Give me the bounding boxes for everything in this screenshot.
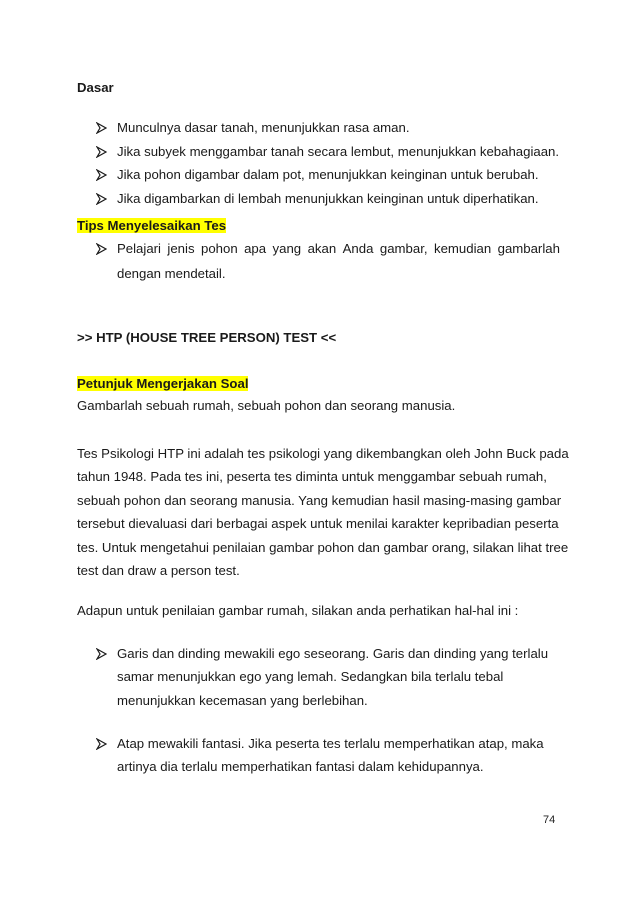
- list-item: Munculnya dasar tanah, menunjukkan rasa aman.: [117, 120, 410, 135]
- paragraph-line: tersebut dievaluasi dari berbagai aspek untuk menilai karakter kepribadian peserta: [77, 516, 559, 531]
- list-item: Jika digambarkan di lembah menunjukkan keinginan untuk diperhatikan.: [117, 191, 539, 206]
- list-item-line: menunjukkan kecemasan yang berlebihan.: [117, 693, 368, 708]
- list-item: Jika subyek menggambar tanah secara lembut, menunjukkan kebahagiaan.: [117, 144, 560, 159]
- paragraph-line: test dan draw a person test.: [77, 563, 240, 578]
- petunjuk-heading-text: Petunjuk Mengerjakan Soal: [77, 376, 249, 391]
- arrow-bullet-icon: [96, 193, 107, 205]
- heading-tips: [77, 218, 226, 234]
- list-item-line: Atap mewakili fantasi. Jika peserta tes terlalu memperhatikan atap, maka: [117, 736, 544, 751]
- arrow-bullet-icon: [96, 243, 107, 255]
- paragraph-line: tahun 1948. Pada tes ini, peserta tes diminta untuk menggambar sebuah rumah,: [77, 469, 547, 484]
- heading-htp: >> HTP (HOUSE TREE PERSON) TEST <<: [77, 330, 337, 345]
- heading-dasar: Dasar: [77, 80, 114, 95]
- word: Pelajari: [117, 241, 161, 256]
- word: gambarlah: [497, 241, 560, 256]
- word: gambar,: [379, 241, 428, 256]
- arrow-bullet-icon: [96, 169, 107, 181]
- word: akan: [307, 241, 337, 256]
- list-item: Jika pohon digambar dalam pot, menunjukkan keinginan untuk berubah.: [117, 167, 539, 182]
- arrow-bullet-icon: [96, 738, 107, 750]
- paragraph-house-intro: Adapun untuk penilaian gambar rumah, silakan anda perhatikan hal-hal ini :: [77, 603, 519, 618]
- page-number: 74: [543, 814, 556, 826]
- word: apa: [244, 241, 267, 256]
- tips-item-line2: dengan mendetail.: [117, 266, 226, 281]
- list-item-line: Garis dan dinding mewakili ego seseorang. Garis dan dinding yang terlalu: [117, 646, 549, 661]
- word: yang: [272, 241, 302, 256]
- arrow-bullet-icon: [96, 146, 107, 158]
- paragraph-line: sebuah pohon dan seorang manusia. Yang kemudian hasil masing-masing gambar: [77, 493, 562, 508]
- paragraph-line: tes. Untuk mengetahui penilaian gambar pohon dan gambar orang, silakan lihat tree: [77, 540, 569, 555]
- paragraph-line: Tes Psikologi HTP ini adalah tes psikologi yang dikembangkan oleh John Buck pada: [77, 446, 569, 461]
- word: pohon: [200, 241, 238, 256]
- tips-item-line1: [117, 241, 560, 257]
- list-item-line: artinya dia terlalu memperhatikan fantasi dalam kehidupannya.: [117, 759, 484, 774]
- arrow-bullet-icon: [96, 648, 107, 660]
- list-item-line: samar menunjukkan ego yang lemah. Sedangkan bila terlalu tebal: [117, 669, 504, 684]
- petunjuk-text: Gambarlah sebuah rumah, sebuah pohon dan seorang manusia.: [77, 398, 456, 413]
- word: kemudian: [433, 241, 492, 256]
- word: jenis: [167, 241, 195, 256]
- word: Anda: [342, 241, 374, 256]
- tips-heading-text: Tips Menyelesaikan Tes: [77, 218, 227, 233]
- arrow-bullet-icon: [96, 122, 107, 134]
- heading-petunjuk: [77, 376, 248, 392]
